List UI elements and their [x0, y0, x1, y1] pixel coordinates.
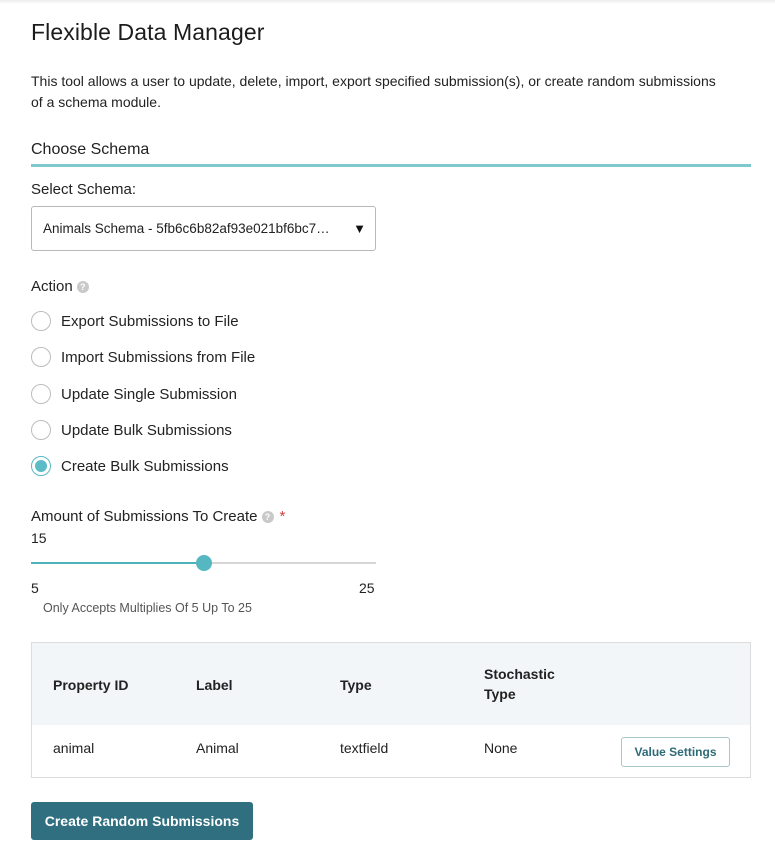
radio-update-bulk-submissions[interactable] [31, 420, 232, 440]
amount-slider[interactable] [31, 555, 376, 571]
schema-select-value: Animals Schema - 5fb6c6b82af93e021bf6bc7… [43, 221, 330, 236]
header-stochastic-line1: Stochastic [484, 666, 555, 682]
caret-down-icon: ▼ [353, 221, 366, 236]
select-schema-label: Select Schema: [31, 181, 137, 198]
radio-label: Update Bulk Submissions [61, 421, 232, 439]
value-settings-button[interactable]: Value Settings [621, 737, 730, 767]
choose-schema-heading: Choose Schema [31, 141, 150, 158]
cell-type: textfield [340, 740, 389, 756]
radio-button[interactable] [31, 347, 51, 367]
create-random-submissions-button[interactable]: Create Random Submissions [31, 802, 253, 840]
slider-max-label: 25 [359, 580, 375, 596]
radio-label: Export Submissions to File [61, 312, 239, 330]
radio-button[interactable] [31, 384, 51, 404]
radio-create-bulk-submissions[interactable] [31, 456, 229, 476]
cell-label: Animal [196, 740, 239, 756]
required-marker: * [279, 508, 286, 525]
amount-label-text: Amount of Submissions To Create [31, 508, 258, 525]
cell-property-id: animal [53, 740, 95, 756]
header-stochastic-line2: Type [484, 686, 516, 702]
slider-thumb[interactable] [196, 555, 212, 571]
slider-min-label: 5 [31, 580, 39, 596]
radio-label: Update Single Submission [61, 385, 237, 403]
radio-export-submissions[interactable] [31, 311, 239, 331]
radio-button[interactable] [31, 420, 51, 440]
header-stochastic-type [484, 664, 555, 704]
amount-current-value: 15 [31, 530, 47, 546]
top-shadow [0, 0, 775, 4]
section-divider [31, 164, 751, 167]
table-header [32, 643, 750, 725]
amount-label [31, 508, 285, 525]
help-circle-icon[interactable]: ? [77, 281, 89, 293]
radio-label: Create Bulk Submissions [61, 457, 229, 475]
radio-update-single-submission[interactable] [31, 384, 237, 404]
slider-hint: Only Accepts Multiplies Of 5 Up To 25 [43, 601, 252, 615]
header-type: Type [340, 677, 372, 693]
schema-select[interactable] [31, 206, 376, 251]
properties-table [31, 642, 751, 778]
page-title: Flexible Data Manager [31, 19, 265, 45]
radio-button-checked[interactable] [31, 456, 51, 476]
cell-stochastic-type: None [484, 740, 518, 756]
page-description: This tool allows a user to update, delete, import, export specified submission(s), or create random submissions of a schema module. [31, 73, 716, 110]
radio-label: Import Submissions from File [61, 348, 256, 366]
slider-fill [31, 562, 204, 564]
header-property-id: Property ID [53, 677, 129, 693]
radio-import-submissions[interactable] [31, 347, 255, 367]
action-label-text: Action [31, 278, 73, 295]
radio-button[interactable] [31, 311, 51, 331]
help-circle-icon[interactable]: ? [262, 511, 274, 523]
action-label [31, 278, 89, 295]
header-label: Label [196, 677, 233, 693]
